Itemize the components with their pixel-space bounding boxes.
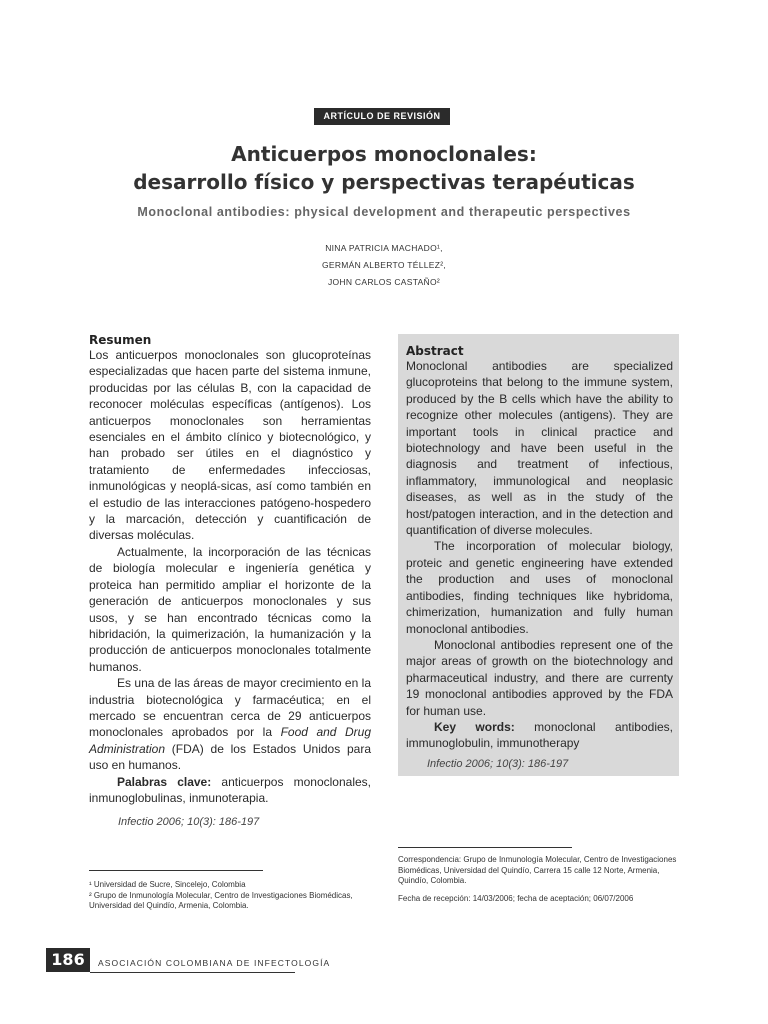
abstract-paragraph-2: The incorporation of molecular biology, proteic and genetic engineering have extended the production and uses of monoclonal antibodies, finding techniques like hybridoma, chimerization, humanization and fully human monoclonal antibodies.	[406, 539, 673, 636]
correspondence-block	[398, 855, 681, 904]
english-subtitle: Monoclonal antibodies: physical development and therapeutic perspectives	[137, 205, 631, 219]
resumen-paragraph-1: Los anticuerpos monoclonales son glucoproteínas especializadas que hacen parte del sistema inmune, producidas por las células B, con la capacidad de reconocer moléculas específicas (antígenos). Los anticuerpos monoclonales son herramientas esenciales en el ámbito clínico y biotecnológico, y han probado ser útiles en el diagnóstico y tratamiento de enfermedades infecciosas, inmunológicas y neoplá-sicas, así como también en el estudio de las interacciones patógeno-hospedero y la marcación, detección y cuantificación de diversas moléculas.	[89, 348, 371, 543]
abstract-paragraph-3: Monoclonal antibodies represent one of the major areas of growth on the biotechnology and pharmaceutical industry, and there are currenty 19 monoclonal antibodies approved by the FDA for human use.	[406, 637, 673, 718]
reception-dates: Fecha de recepción: 14/03/2006; fecha de aceptación; 06/07/2006	[398, 893, 634, 903]
page-number: 186	[46, 948, 90, 972]
author-1: NINA PATRICIA MACHADO¹,	[325, 243, 443, 253]
resumen-paragraph-2: Actualmente, la incorporación de las técnicas de biología molecular e ingeniería genética y proteica han permitido ampliar el horizonte de la generación de anticuerpos monoclonales y sus usos, y se han encontrado técnicas como la hibridación, la quimerización, la humanización y la producción de anticuerpos monoclonales totalmente humanos.	[89, 544, 371, 674]
author-2: GERMÁN ALBERTO TÉLLEZ²,	[321, 260, 447, 270]
resumen-keywords: Palabras clave: anticuerpos monoclonales, inmunoglobulinas, inmunoterapia.	[89, 774, 371, 805]
affiliation-1: ¹ Universidad de Sucre, Sincelejo, Colombia	[89, 880, 246, 889]
abstract-section	[406, 344, 673, 770]
footnote-rule-left	[89, 870, 263, 871]
resumen-citation: Infectio 2006; 10(3): 186-197	[118, 816, 260, 829]
author-3: JOHN CARLOS CASTAÑO²	[327, 277, 441, 287]
abstract-heading: Abstract	[406, 344, 464, 358]
resumen-section	[89, 333, 371, 828]
footer-rule	[90, 972, 295, 973]
article-type-badge: ARTÍCULO DE REVISIÓN	[314, 108, 450, 125]
resumen-heading: Resumen	[89, 333, 152, 347]
journal-name: ASOCIACIÓN COLOMBIANA DE INFECTOLOGÍA	[98, 958, 331, 968]
footnote-rule-right	[398, 847, 572, 848]
title-line-2: desarrollo físico y perspectivas terapéuticas	[133, 170, 635, 194]
correspondence: Correspondencia: Grupo de Inmunología Molecular, Centro de Investigaciones Biomédicas, Universidad del Quindío, Carrera 15 calle 12 Norte, Armenia, Quindío, Colombia.	[398, 855, 677, 885]
resumen-paragraph-3: Es una de las áreas de mayor crecimiento en la industria biotecnológica y farmacéutica; en el mercado se encuentran cerca de 29 anticuerpos monoclonales aprobados por la Food and Drug Administration (FDA) de los Estados Unidos para uso en humanos.	[89, 676, 371, 773]
abstract-citation: Infectio 2006; 10(3): 186-197	[427, 757, 569, 770]
abstract-keywords: Key words: monoclonal antibodies, immunoglobulin, immunotherapy	[406, 719, 673, 751]
affiliation-2: ² Grupo de Inmunología Molecular, Centro de Investigaciones Biomédicas, Universidad del Quindío, Armenia, Colombia.	[89, 890, 353, 910]
abstract-paragraph-1: Monoclonal antibodies are specialized glucoproteins that belong to the immune system, produced by the B cells which have the ability to recognize other molecules (antigens). They are important tools in clinical practice and biotechnology and have been useful in the diagnosis and treatment of infectious, inflammatory, immunological and neoplasic diseases, as well as in the study of the host/patogen interaction, and in the detection and quantification of diverse molecules.	[406, 359, 673, 538]
affiliations	[89, 880, 371, 912]
title-line-1: Anticuerpos monoclonales:	[231, 142, 537, 166]
